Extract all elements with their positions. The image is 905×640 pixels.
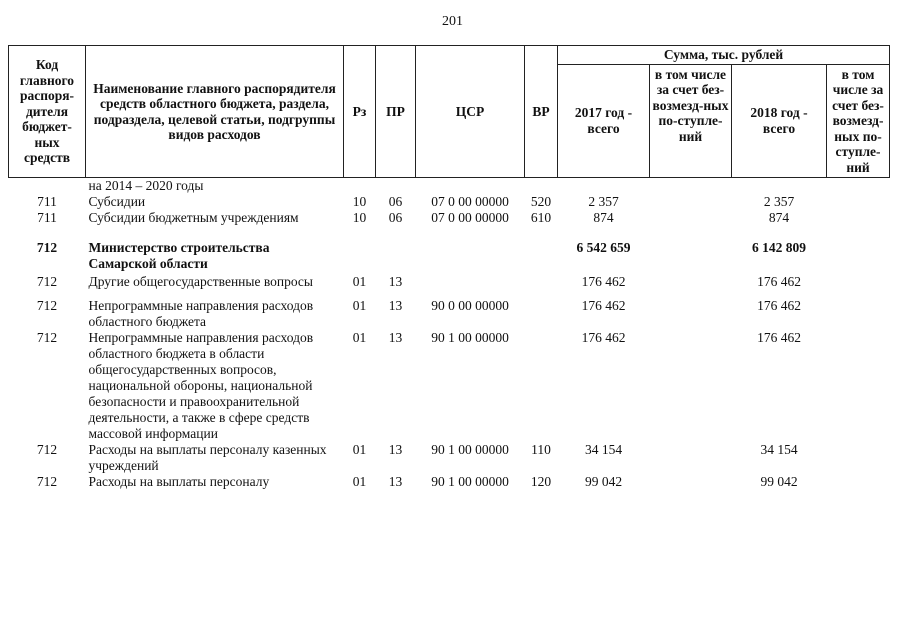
cell-grant-2018 <box>827 272 890 290</box>
cell-pr <box>376 240 416 272</box>
cell-vr <box>525 298 558 330</box>
cell-rz: 01 <box>352 298 367 313</box>
cell-grant-2018 <box>827 474 890 490</box>
cell-rz <box>344 240 376 272</box>
cell-rz: 01 <box>352 330 367 345</box>
cell-vr <box>525 178 558 195</box>
table-row <box>9 194 890 210</box>
cell-pr: 13 <box>388 442 403 457</box>
cell-pr: 13 <box>388 330 403 345</box>
cell-name: Министерство строительства Самарской области <box>88 240 270 271</box>
cell-rz: 10 <box>352 194 367 209</box>
header-grant-2018: в том числе за счет без-возмезд-ных по-ступле-ний <box>827 64 890 178</box>
cell-name: Субсидии <box>88 194 146 209</box>
cell-name: на 2014 – 2020 годы <box>88 178 204 193</box>
cell-pr: 13 <box>388 298 403 313</box>
cell-grant-2018 <box>827 240 890 272</box>
cell-name: Расходы на выплаты персоналу казенных учреждений <box>88 442 327 473</box>
cell-pr: 06 <box>388 210 403 225</box>
cell-grant-2017 <box>650 272 732 290</box>
cell-pr <box>376 178 416 195</box>
cell-csr: 90 1 00 00000 <box>431 330 509 345</box>
header-pr: ПР <box>376 46 416 178</box>
cell-rz: 01 <box>352 274 367 289</box>
cell-grant-2018 <box>827 330 890 442</box>
cell-csr: 90 0 00 00000 <box>431 298 509 313</box>
table-row <box>9 442 890 474</box>
cell-total-2017: 176 462 <box>581 298 626 313</box>
cell-grant-2018 <box>827 210 890 226</box>
cell-code: 712 <box>36 330 58 345</box>
cell-csr: 07 0 00 00000 <box>431 210 509 225</box>
table-body <box>9 178 890 491</box>
cell-pr: 13 <box>388 274 403 289</box>
row-spacer <box>9 226 890 240</box>
page-number: 201 <box>442 14 463 29</box>
cell-csr: 90 1 00 00000 <box>431 474 509 489</box>
cell-total-2018: 2 357 <box>763 194 795 209</box>
spacer-cell <box>9 290 890 298</box>
header-sum-title: Сумма, тыс. рублей <box>558 46 890 65</box>
cell-total-2017 <box>558 178 650 195</box>
cell-grant-2017 <box>650 240 732 272</box>
cell-pr: 13 <box>388 474 403 489</box>
cell-csr: 07 0 00 00000 <box>431 194 509 209</box>
table-row <box>9 474 890 490</box>
header-vr: ВР <box>525 46 558 178</box>
cell-grant-2017 <box>650 298 732 330</box>
cell-csr <box>416 240 525 272</box>
cell-vr <box>525 272 558 290</box>
cell-total-2018: 176 462 <box>757 330 801 345</box>
cell-total-2017: 176 462 <box>581 274 626 289</box>
cell-total-2017: 6 542 659 <box>576 240 631 255</box>
cell-code: 712 <box>36 274 58 289</box>
cell-grant-2018 <box>827 178 890 195</box>
table-row <box>9 272 890 290</box>
cell-total-2018: 176 462 <box>757 274 801 289</box>
header-total-2017: 2017 год - всего <box>558 64 650 178</box>
cell-vr <box>525 240 558 272</box>
cell-total-2017: 2 357 <box>588 194 619 209</box>
cell-grant-2017 <box>650 330 732 442</box>
cell-grant-2017 <box>650 474 732 490</box>
cell-code <box>9 178 86 195</box>
table-row <box>9 330 890 442</box>
cell-grant-2018 <box>827 442 890 474</box>
table-header <box>9 46 890 178</box>
header-name: Наименование главного распорядителя средств областного бюджета, раздела, подраздела, целевой статьи, подгруппы видов расходов <box>86 46 344 178</box>
cell-code: 711 <box>37 194 57 209</box>
cell-total-2018: 99 042 <box>760 474 798 489</box>
cell-vr: 120 <box>530 474 552 489</box>
cell-total-2018: 6 142 809 <box>752 240 806 255</box>
budget-table <box>8 45 890 490</box>
cell-code: 712 <box>36 240 58 255</box>
cell-rz: 01 <box>352 442 367 457</box>
cell-name: Расходы на выплаты персоналу <box>88 474 270 489</box>
table-row <box>9 210 890 226</box>
header-csr: ЦСР <box>416 46 525 178</box>
cell-code: 712 <box>36 442 58 457</box>
cell-code: 711 <box>37 210 57 225</box>
cell-vr <box>525 330 558 442</box>
cell-total-2017: 176 462 <box>581 330 626 345</box>
cell-grant-2017 <box>650 442 732 474</box>
table-row <box>9 298 890 330</box>
header-total-2018: 2018 год - всего <box>732 64 827 178</box>
cell-name: Непрограммные направления расходов областного бюджета <box>88 298 314 329</box>
cell-vr: 610 <box>530 210 552 225</box>
cell-code: 712 <box>36 474 58 489</box>
cell-csr <box>416 178 525 195</box>
cell-total-2018: 34 154 <box>760 442 798 457</box>
cell-rz <box>344 178 376 195</box>
cell-code: 712 <box>36 298 58 313</box>
cell-name: Другие общегосударственные вопросы <box>88 274 313 289</box>
cell-total-2017: 34 154 <box>584 442 623 457</box>
cell-grant-2017 <box>650 210 732 226</box>
cell-rz: 10 <box>352 210 367 225</box>
cell-grant-2018 <box>827 298 890 330</box>
table-row-ministry <box>9 240 890 272</box>
cell-total-2017: 99 042 <box>584 474 623 489</box>
cell-rz: 01 <box>352 474 367 489</box>
cell-name: Субсидии бюджетным учреждениям <box>88 210 299 225</box>
table-row <box>9 178 890 195</box>
cell-vr: 520 <box>530 194 552 209</box>
header-code: Код главного распоря-дителя бюджет-ных средств <box>9 46 86 178</box>
spacer-cell <box>9 226 890 240</box>
cell-total-2018: 874 <box>768 210 790 225</box>
cell-grant-2018 <box>827 194 890 210</box>
cell-grant-2017 <box>650 178 732 195</box>
row-spacer <box>9 290 890 298</box>
header-grant-2017: в том числе за счет без-возмезд-ных по-ступле-ний <box>650 64 732 178</box>
header-rz: Рз <box>344 46 376 178</box>
cell-csr <box>416 272 525 290</box>
cell-vr: 110 <box>531 442 551 457</box>
cell-total-2018: 176 462 <box>757 298 801 313</box>
cell-pr: 06 <box>388 194 403 209</box>
cell-total-2017: 874 <box>593 210 614 225</box>
cell-grant-2017 <box>650 194 732 210</box>
cell-csr: 90 1 00 00000 <box>431 442 509 457</box>
cell-name: Непрограммные направления расходов областного бюджета в области общегосударственных вопросов, национальной обороны, национальной безопасности и правоохранительной деятельности, а также в сфере средств массовой информации <box>88 330 314 441</box>
cell-total-2018 <box>732 178 827 195</box>
